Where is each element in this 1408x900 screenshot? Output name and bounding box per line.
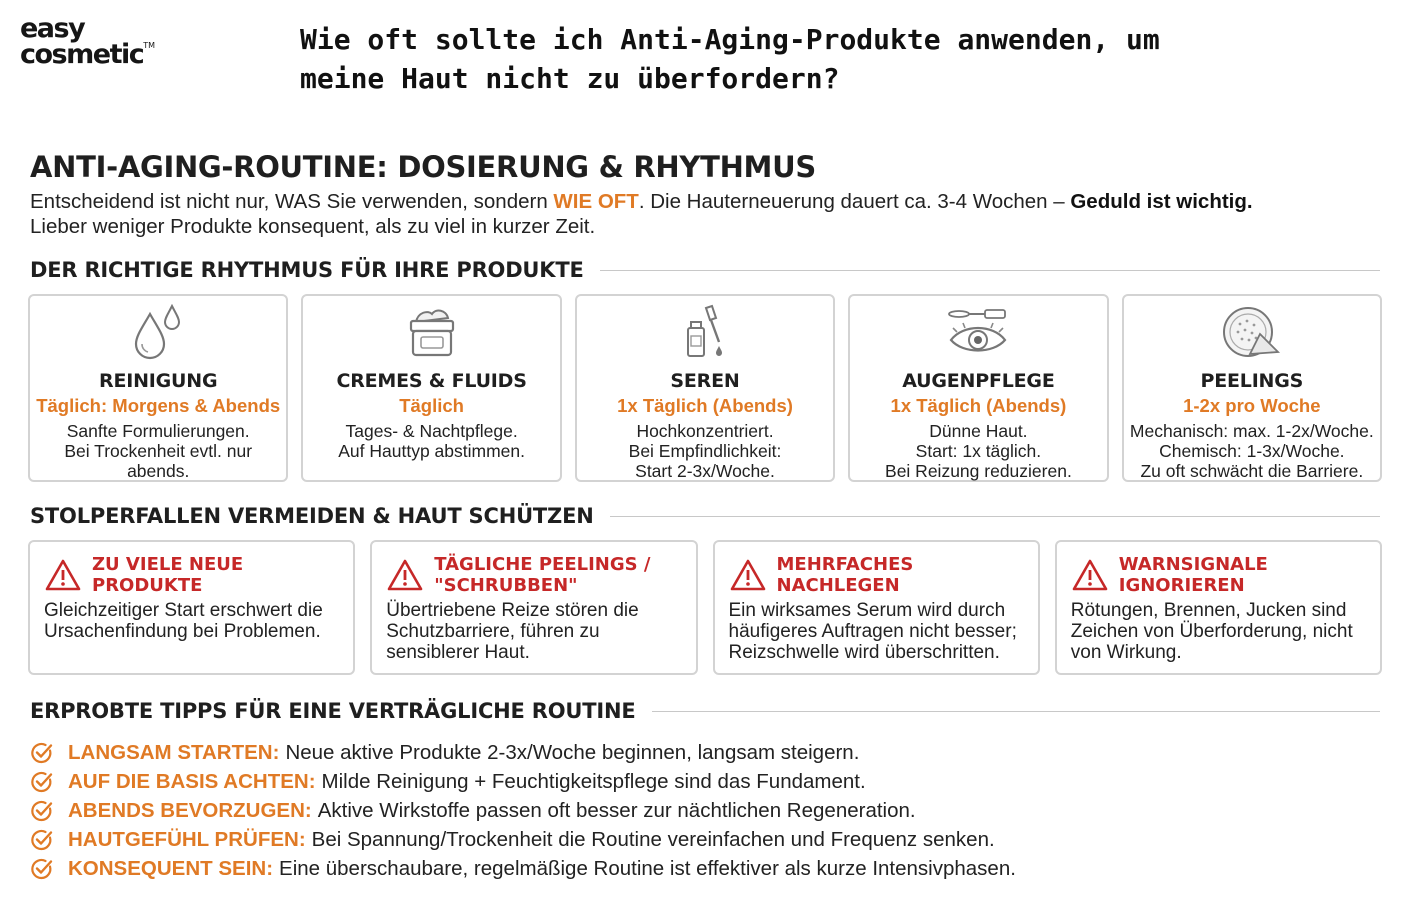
tip-text: Milde Reinigung + Feuchtigkeitspflege sind das Fundament. <box>321 769 866 793</box>
warning-title: ZU VIELE NEUE PRODUKTE <box>92 554 244 596</box>
warning-triangle-icon <box>1071 558 1111 592</box>
product-title: SEREN <box>670 370 740 392</box>
check-circle-icon <box>30 857 54 881</box>
tip-text: Neue aktive Produkte 2-3x/Woche beginnen, langsam steigern. <box>285 740 860 764</box>
exfoliating-pad-icon <box>1124 304 1380 362</box>
logo-line-1: easy <box>20 13 85 44</box>
warning-title: MEHRFACHES NACHLEGEN <box>776 554 914 596</box>
product-card-peelings <box>1122 294 1382 482</box>
intro-line-2: Lieber weniger Produkte konsequent, als zu viel in kurzer Zeit. <box>30 215 596 238</box>
desc-line: Start: 1x täglich. <box>915 441 1042 461</box>
product-frequency: Täglich <box>399 395 464 416</box>
product-card-reinigung <box>28 294 288 482</box>
section-divider <box>610 516 1380 517</box>
tip-item <box>30 854 1370 883</box>
logo-trademark: TM <box>143 40 156 50</box>
section-heading-tips <box>30 699 1380 723</box>
section-title-tips: ERPROBTE TIPPS FÜR EINE VERTRÄGLICHE ROUTINE <box>30 699 636 723</box>
desc-line: Zu oft schwächt die Barriere. <box>1140 461 1364 481</box>
intro-bold: Geduld ist wichtig. <box>1070 190 1253 213</box>
eye-applicator-icon <box>850 304 1106 362</box>
product-description <box>577 421 833 481</box>
section-heading-pitfalls <box>30 504 1380 528</box>
product-frequency: Täglich: Morgens & Abends <box>36 395 281 416</box>
warning-card <box>713 540 1040 675</box>
tips-list <box>30 738 1370 883</box>
desc-line: Auf Hauttyp abstimmen. <box>338 441 525 461</box>
product-frequency: 1x Täglich (Abends) <box>617 395 793 416</box>
tip-text: Bei Spannung/Trockenheit die Routine vereinfachen und Frequenz senken. <box>311 827 995 851</box>
product-description <box>303 421 559 461</box>
product-card-augenpflege <box>848 294 1108 482</box>
check-circle-icon <box>30 799 54 823</box>
warning-description: Rötungen, Brennen, Jucken sind Zeichen von Überforderung, nicht von Wirkung. <box>1070 600 1353 663</box>
product-title: REINIGUNG <box>99 370 218 392</box>
droplets-icon <box>30 304 286 362</box>
section-title-rhythm: DER RICHTIGE RHYTHMUS FÜR IHRE PRODUKTE <box>30 258 584 282</box>
product-description <box>1124 421 1380 481</box>
product-card-seren <box>575 294 835 482</box>
tip-label: ABENDS BEVORZUGEN: <box>68 798 312 822</box>
desc-line: Dünne Haut. <box>929 421 1028 441</box>
tip-label: HAUTGEFÜHL PRÜFEN: <box>68 827 306 851</box>
desc-line: Bei Trockenheit evtl. nur <box>64 441 253 461</box>
product-title: PEELINGS <box>1200 370 1304 392</box>
desc-line: Hochkonzentriert. <box>636 421 774 441</box>
product-description <box>850 421 1106 481</box>
warning-description: Übertriebene Reize stören die Schutzbarriere, führen zu sensiblerer Haut. <box>386 600 639 663</box>
check-circle-icon <box>30 828 54 852</box>
tip-item <box>30 738 1370 767</box>
warning-card <box>1055 540 1382 675</box>
logo-wordmark: cosmetic <box>20 38 144 70</box>
product-title: CREMES & FLUIDS <box>336 370 527 392</box>
cream-jar-icon <box>303 304 559 362</box>
tip-item <box>30 796 1370 825</box>
tip-item <box>30 767 1370 796</box>
logo-line-2 <box>20 38 190 70</box>
tip-text: Aktive Wirkstoffe passen oft besser zur nächtlichen Regeneration. <box>317 798 916 822</box>
desc-line: Chemisch: 1-3x/Woche. <box>1159 441 1345 461</box>
tip-text: Eine überschaubare, regelmäßige Routine ist effektiver als kurze Intensivphasen. <box>279 856 1016 880</box>
product-frequency: 1x Täglich (Abends) <box>890 395 1067 416</box>
desc-line: Bei Empfindlichkeit: <box>628 441 782 461</box>
intro-part-1: Entscheidend ist nicht nur, WAS Sie verwenden, sondern <box>30 190 554 213</box>
question-heading: Wie oft sollte ich Anti-Aging-Produkte anwenden, um meine Haut nicht zu überfordern? <box>300 23 1160 95</box>
warning-description: Gleichzeitiger Start erschwert die Ursachenfindung bei Problemen. <box>44 600 323 642</box>
product-cards <box>28 294 1382 482</box>
intro-line-1 <box>30 189 1390 214</box>
warning-triangle-icon <box>44 558 84 592</box>
desc-line: Bei Reizung reduzieren. <box>885 461 1072 481</box>
section-divider <box>652 711 1380 712</box>
desc-line: Tages- & Nachtpflege. <box>345 421 518 441</box>
page-title: ANTI-AGING-ROUTINE: DOSIERUNG & RHYTHMUS <box>30 150 816 184</box>
warning-description: Ein wirksames Serum wird durch häufigeres Auftragen nicht besser; Reizschwelle wird überschritten. <box>728 600 1017 663</box>
intro-text <box>30 189 1390 239</box>
check-circle-icon <box>30 770 54 794</box>
warning-triangle-icon <box>386 558 426 592</box>
product-title: AUGENPFLEGE <box>902 370 1055 392</box>
warning-card <box>28 540 355 675</box>
desc-line: Mechanisch: max. 1-2x/Woche. <box>1129 421 1374 441</box>
section-divider <box>600 270 1380 271</box>
intro-part-2: . Die Hauterneuerung dauert ca. 3-4 Wochen – <box>638 190 1071 213</box>
warning-card <box>370 540 697 675</box>
desc-line: Sanfte Formulierungen. <box>66 421 250 441</box>
tip-label: AUF DIE BASIS ACHTEN: <box>68 769 316 793</box>
serum-dropper-icon <box>577 304 833 362</box>
product-card-cremes <box>301 294 561 482</box>
warning-cards <box>28 540 1382 675</box>
section-title-pitfalls: STOLPERFALLEN VERMEIDEN & HAUT SCHÜTZEN <box>30 504 594 528</box>
tip-label: LANGSAM STARTEN: <box>68 740 280 764</box>
desc-line: abends. <box>127 461 190 481</box>
warning-title: TÄGLICHE PEELINGS / "SCHRUBBEN" <box>434 554 651 596</box>
warning-title: WARNSIGNALE IGNORIEREN <box>1118 554 1268 596</box>
check-circle-icon <box>30 741 54 765</box>
tip-item <box>30 825 1370 854</box>
product-frequency: 1-2x pro Woche <box>1183 395 1321 416</box>
tip-label: KONSEQUENT SEIN: <box>68 856 274 880</box>
brand-logo <box>20 13 190 70</box>
warning-triangle-icon <box>729 558 769 592</box>
product-description <box>30 421 286 481</box>
desc-line: Start 2-3x/Woche. <box>635 461 775 481</box>
section-heading-rhythm <box>30 258 1380 282</box>
intro-highlight: WIE OFT <box>553 190 639 213</box>
